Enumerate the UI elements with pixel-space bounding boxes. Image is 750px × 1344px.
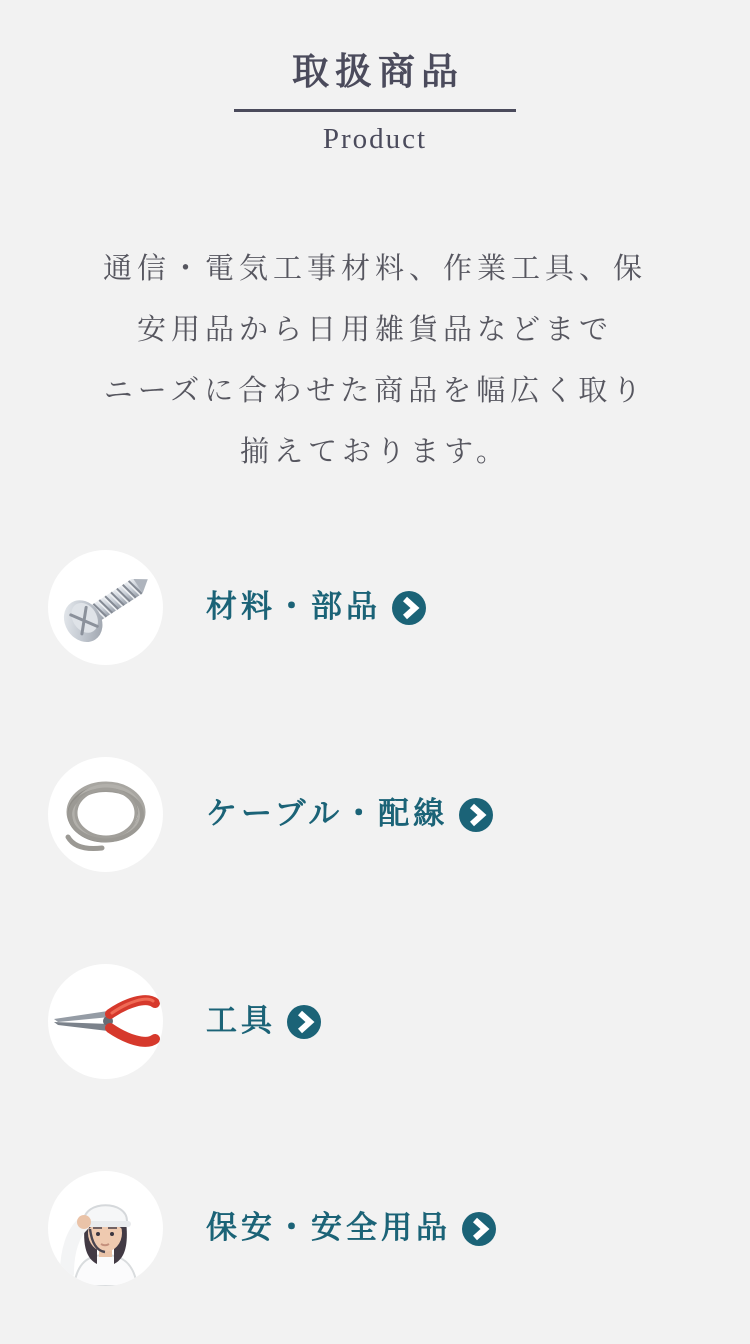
title-divider <box>234 109 516 112</box>
description-line: 揃えております。 <box>240 434 510 468</box>
category-label-row <box>206 591 426 625</box>
description-line: ニーズに合わせた商品を幅広く取り <box>103 373 647 407</box>
category-item-tools[interactable] <box>48 964 750 1079</box>
category-label-row <box>206 1212 496 1246</box>
category-label: ケーブル・配線 <box>206 796 449 832</box>
cable-coil-photo <box>48 757 163 872</box>
category-list <box>0 550 750 1286</box>
category-label: 材料・部品 <box>206 589 381 625</box>
category-label: 保安・安全用品 <box>206 1210 451 1246</box>
category-item-safety[interactable] <box>48 1171 750 1286</box>
chevron-right-circle-icon <box>462 1212 496 1246</box>
category-label-row <box>206 798 493 832</box>
pliers-photo <box>48 964 163 1079</box>
safety-worker-photo <box>48 1171 163 1286</box>
chevron-right-circle-icon <box>459 798 493 832</box>
category-item-materials[interactable] <box>48 550 750 665</box>
section-description <box>0 238 750 482</box>
description-line: 安用品から日用雑貨品などまで <box>136 312 613 346</box>
category-label-row <box>206 1005 321 1039</box>
page-subtitle: Product <box>322 123 428 155</box>
page-title: 取扱商品 <box>292 52 464 93</box>
category-item-cables[interactable] <box>48 757 750 872</box>
chevron-right-circle-icon <box>287 1005 321 1039</box>
chevron-right-circle-icon <box>392 591 426 625</box>
screw-photo <box>48 550 163 665</box>
description-line: 通信・電気工事材料、作業工具、保 <box>102 251 647 285</box>
category-label: 工具 <box>206 1003 276 1039</box>
